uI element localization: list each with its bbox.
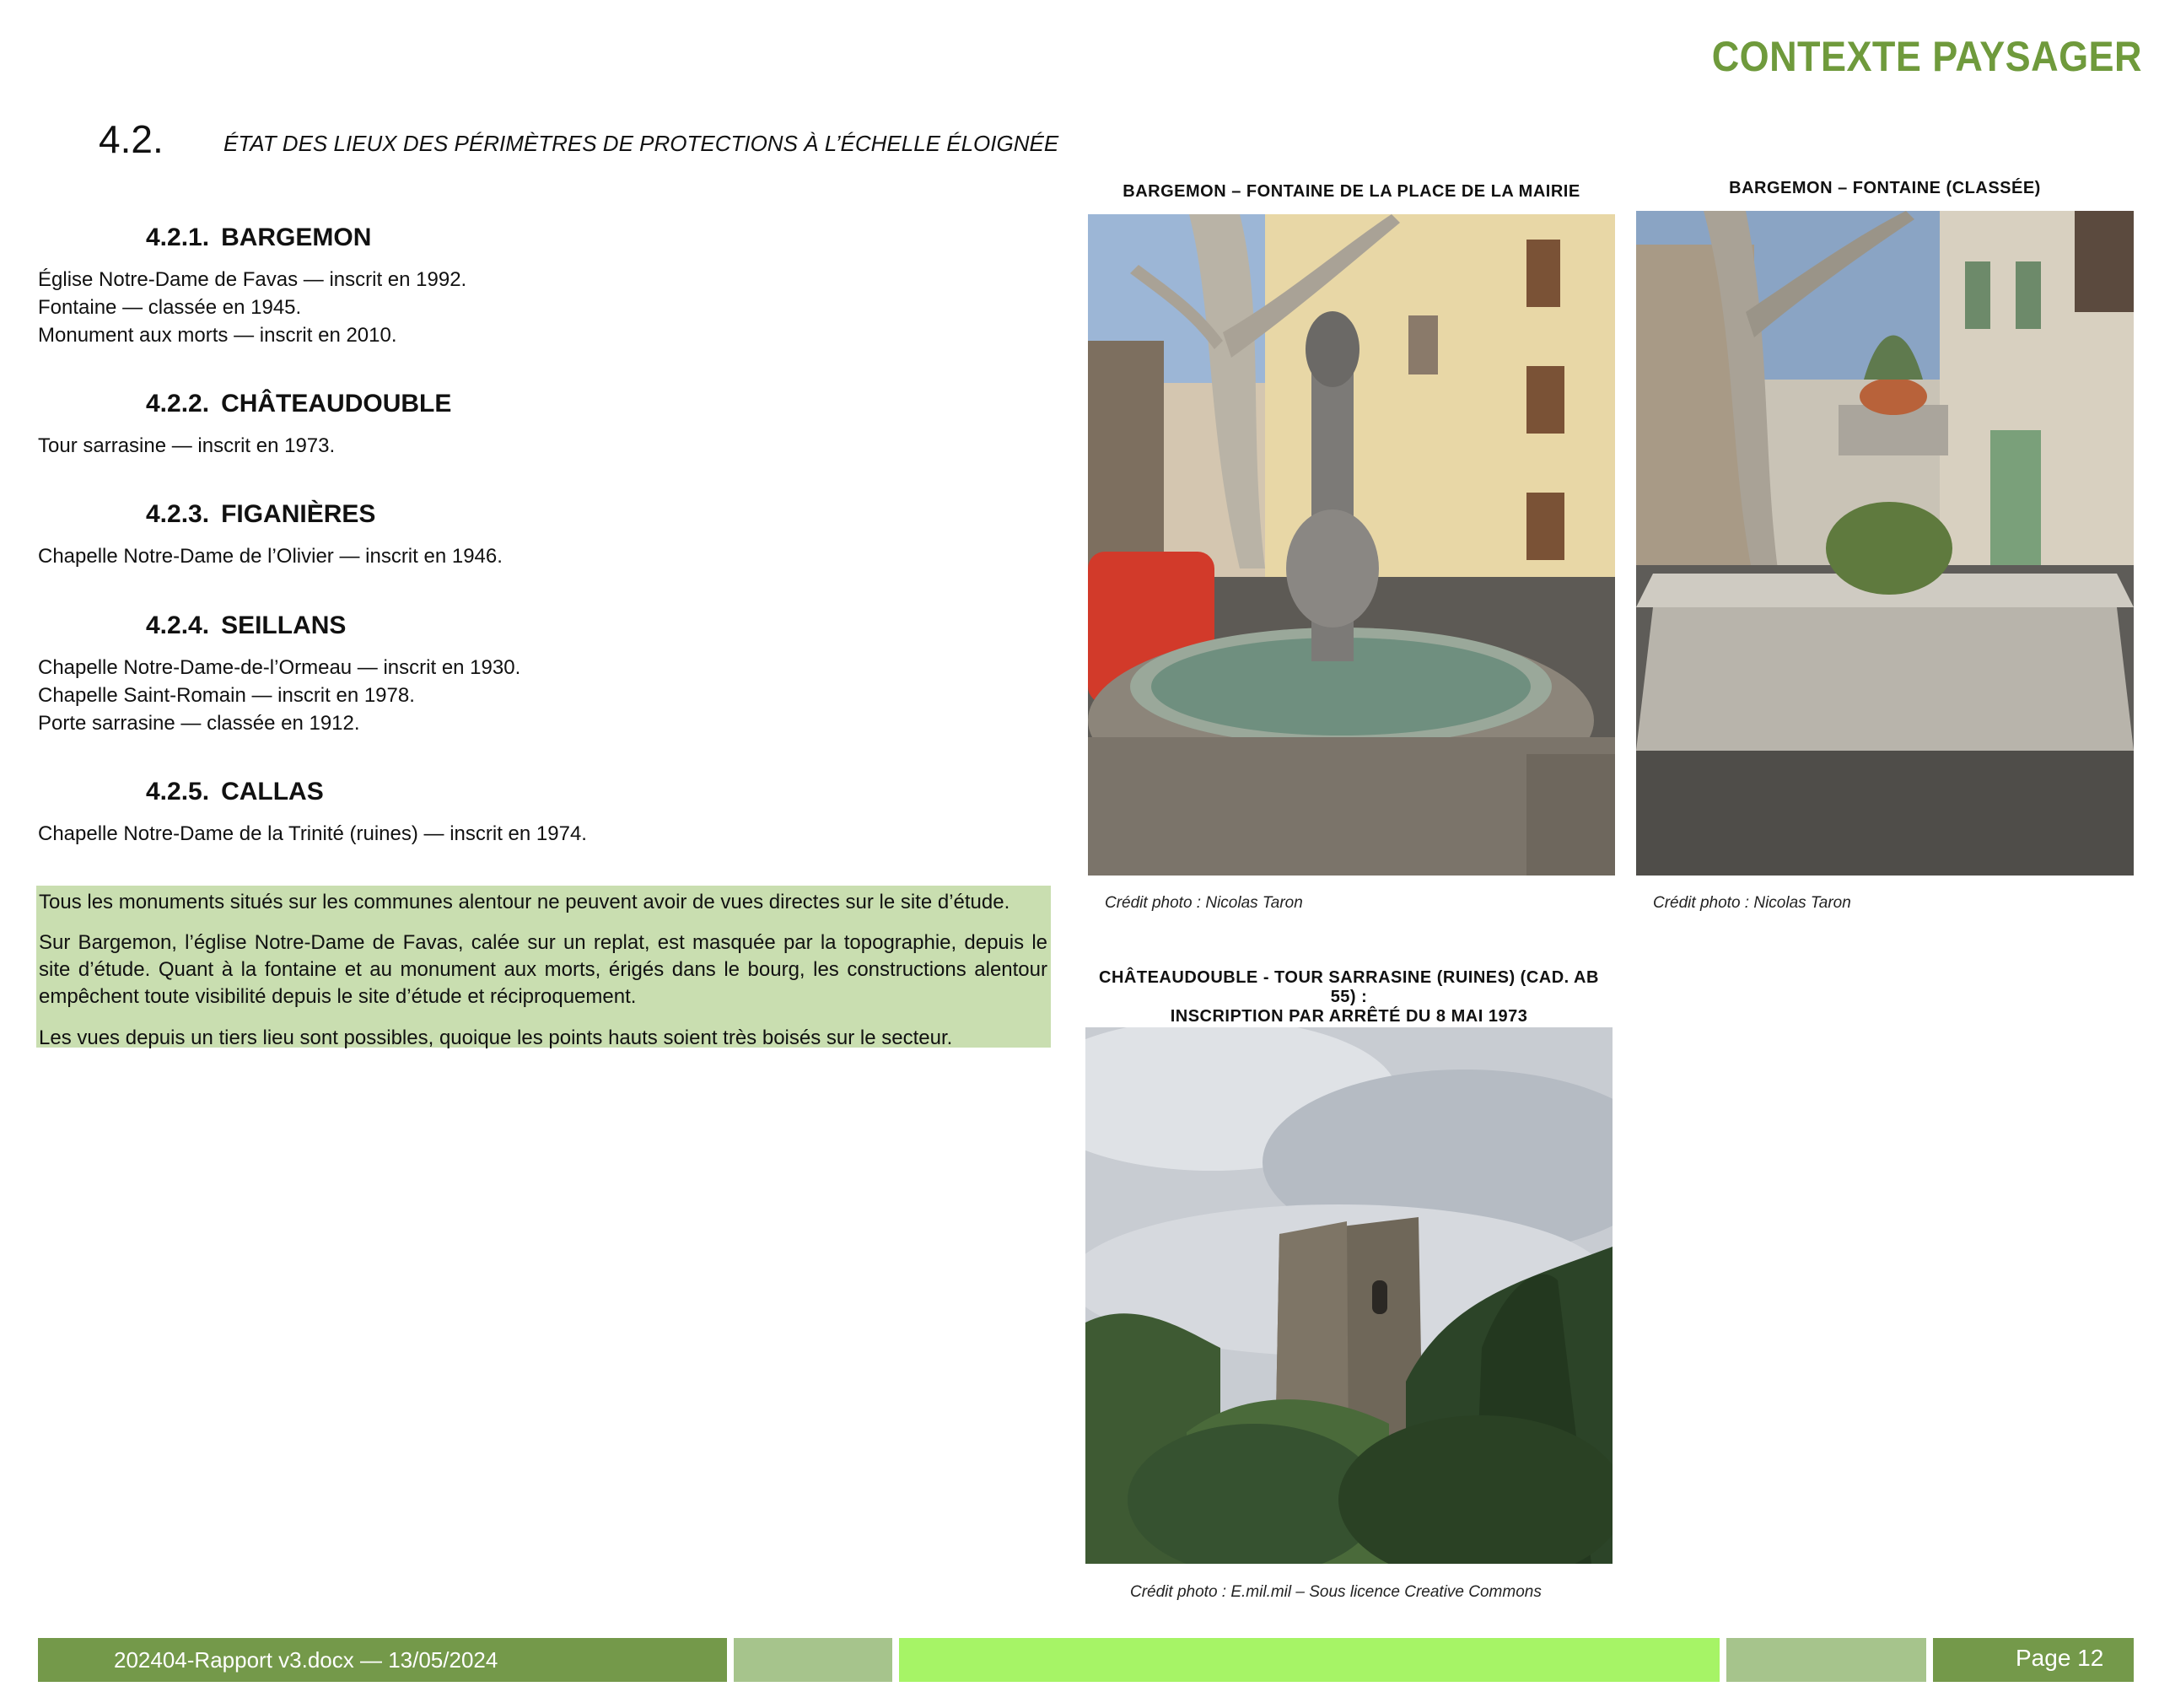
subsection-heading-callas	[146, 778, 324, 806]
page-header-title: CONTEXTE PAYSAGER	[1711, 33, 2142, 80]
subsection-heading-bargemon	[146, 224, 371, 252]
monument-line: Monument aux morts — inscrit en 2010.	[38, 324, 397, 347]
subsection-title: CALLAS	[221, 778, 324, 806]
subsection-body-callas	[38, 820, 587, 848]
figure-caption: BARGEMON – FONTAINE DE LA PLACE DE LA MAIRIE	[1123, 182, 1580, 201]
subsection-title: CHÂTEAUDOUBLE	[221, 390, 452, 418]
monument-line: Porte sarrasine — classée en 1912.	[38, 712, 360, 735]
subsection-number: 4.2.3.	[146, 500, 210, 528]
footer-page-number: Page 12	[2016, 1645, 2104, 1671]
footer-document-label: 202404-Rapport v3.docx — 13/05/2024	[114, 1647, 498, 1673]
photo-bargemon-fontaine-mairie	[1088, 214, 1615, 876]
subsection-title: SEILLANS	[221, 612, 347, 639]
photo-bargemon-fontaine-classee	[1636, 211, 2134, 876]
figure-caption: BARGEMON – FONTAINE (CLASSÉE)	[1729, 179, 2041, 197]
photo-credit: Crédit photo : Nicolas Taron	[1105, 894, 1303, 912]
footer-segment	[1726, 1638, 1926, 1682]
monument-line: Chapelle Notre-Dame-de-l’Ormeau — inscrit en 1930.	[38, 656, 521, 679]
subsection-title: FIGANIÈRES	[221, 500, 376, 528]
subsection-title: BARGEMON	[221, 224, 372, 251]
summary-paragraph: Les vues depuis un tiers lieu sont possibles, quoique les points hauts soient très boisés sur le secteur.	[39, 1026, 953, 1049]
monument-line: Chapelle Saint-Romain — inscrit en 1978.	[38, 684, 415, 707]
subsection-heading-figanieres	[146, 500, 375, 529]
subsection-heading-chateaudouble	[146, 390, 451, 418]
summary-paragraph: Tous les monuments situés sur les communes alentour ne peuvent avoir de vues directes sur le site d’étude.	[39, 891, 1010, 913]
subsection-number: 4.2.2.	[146, 390, 210, 418]
footer-segment	[899, 1638, 1720, 1682]
subsection-body-bargemon	[38, 266, 466, 349]
photo-credit: Crédit photo : Nicolas Taron	[1653, 894, 1851, 912]
section-number: 4.2.	[99, 117, 164, 161]
subsection-number: 4.2.4.	[146, 612, 210, 639]
figure-caption-chateaudouble	[1085, 968, 1613, 1026]
monument-line: Tour sarrasine — inscrit en 1973.	[38, 434, 336, 457]
monument-line: Église Notre-Dame de Favas — inscrit en 1992.	[38, 268, 467, 291]
section-title: ÉTAT DES LIEUX DES PÉRIMÈTRES DE PROTECTIONS À L’ÉCHELLE ÉLOIGNÉE	[223, 131, 1059, 156]
subsection-number: 4.2.1.	[146, 224, 210, 251]
footer-segment	[734, 1638, 892, 1682]
subsection-body-seillans	[38, 654, 520, 737]
subsection-number: 4.2.5.	[146, 778, 210, 806]
monument-line: Chapelle Notre-Dame de la Trinité (ruines) — inscrit en 1974.	[38, 822, 587, 845]
figure-caption-line: INSCRIPTION PAR ARRÊTÉ DU 8 MAI 1973	[1170, 1007, 1528, 1026]
photo-credit: Crédit photo : E.mil.mil – Sous licence Creative Commons	[1130, 1583, 1542, 1601]
subsection-body-chateaudouble	[38, 432, 335, 460]
summary-paragraph: Sur Bargemon, l’église Notre-Dame de Favas, calée sur un replat, est masquée par la topographie, depuis le site d’étude. Quant à la fontaine et au monument aux morts, érigés dans le bourg, les constructions alentour empêchent toute visibilité depuis le site d’étude et réciproquement.	[39, 931, 1047, 1008]
subsection-heading-seillans	[146, 612, 346, 640]
figure-caption-line: CHÂTEAUDOUBLE - TOUR SARRASINE (RUINES) (CAD. AB 55) :	[1099, 968, 1599, 1006]
photo-chateaudouble-tour-sarrasine	[1085, 1027, 1613, 1564]
monument-line: Chapelle Notre-Dame de l’Olivier — inscrit en 1946.	[38, 545, 503, 568]
monument-line: Fontaine — classée en 1945.	[38, 296, 302, 319]
subsection-body-figanieres	[38, 542, 503, 570]
